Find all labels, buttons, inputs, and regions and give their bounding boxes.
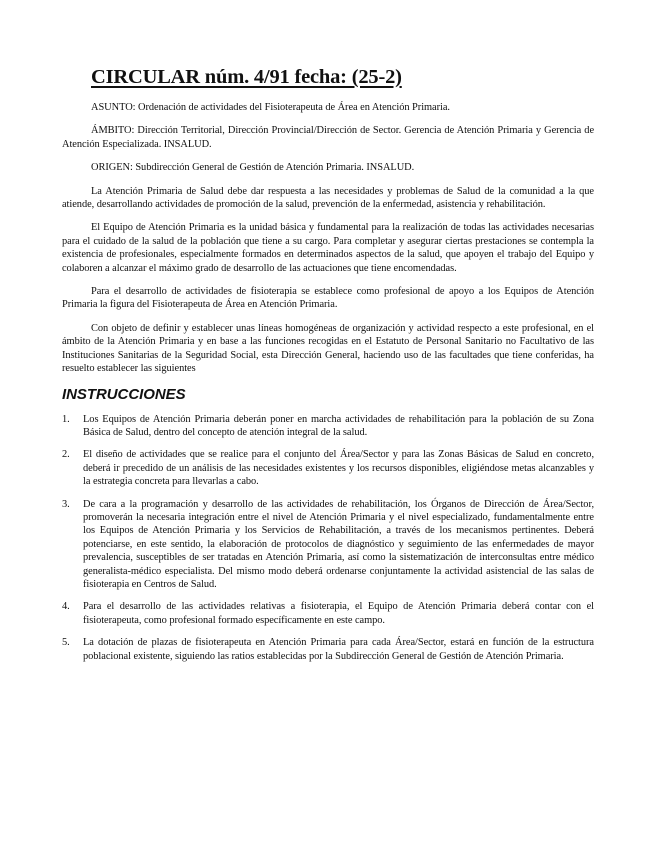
- instruction-text: La dotación de plazas de fisioterapeuta en Atención Primaria para cada Área/Sector, estará en función de la estructura poblacional existente, siguiendo las ratios establecidas por la Subdirección General de Gestión de Atención Primaria.: [83, 637, 594, 662]
- instructions-list: [62, 413, 594, 664]
- circular-title: CIRCULAR núm. 4/91 fecha: (25-2): [91, 66, 402, 88]
- instruction-number: 5.: [62, 637, 70, 649]
- body-paragraph: Con objeto de definir y establecer unas líneas homogéneas de organización y actividad respecto a este profesional, en el ámbito de la Atención Primaria y en base a las funciones recogidas en el Estatuto de Personal Sanitario no Facultativo de las Instituciones Sanitarias de la Seguridad Social, esta Dirección General, haciendo uso de las facultades que tiene conferidas, ha resuelto establecer las siguientes: [62, 322, 594, 375]
- body-paragraph: El Equipo de Atención Primaria es la unidad básica y fundamental para la realización de todas las actividades necesarias para el cuidado de la salud de la población que tiene a su cargo. Para completar y asegurar ciertas prestaciones se contempla la existencia de profesionales, especialmente formados en determinados aspectos de la salud, que apoyen el trabajo del Equipo y colaboren a alcanzar el máximo grado de desarrollo de las actuaciones que tiene encomendadas.: [62, 222, 594, 274]
- instruction-item: [62, 636, 594, 663]
- instruction-text: Los Equipos de Atención Primaria deberán poner en marcha actividades de rehabilitación para la población de su Zona Básica de Salud, dentro del concepto de atención integral de la salud.: [83, 413, 594, 438]
- instruction-number: 2.: [62, 449, 70, 461]
- instruction-number: 4.: [62, 601, 70, 613]
- instruction-text: El diseño de actividades que se realice para el conjunto del Área/Sector y para las Zonas Básicas de Salud en concreto, deberá ir precedido de un análisis de las necesidades existentes y los recursos disponibles, eligiéndose metas alcanzables y la estrategia concreta para llevarlas a cabo.: [83, 449, 594, 488]
- asunto-paragraph: ASUNTO: Ordenación de actividades del Fisioterapeuta de Área en Atención Primaria.: [91, 102, 450, 113]
- instruction-item: [62, 600, 594, 627]
- instruction-number: 1.: [62, 413, 70, 425]
- instruction-item: [62, 448, 594, 488]
- document-body: [62, 101, 594, 672]
- instructions-heading: INSTRUCCIONES: [62, 385, 186, 403]
- body-paragraph: Para el desarrollo de actividades de fisioterapia se establece como profesional de apoyo a los Equipos de Atención Primaria la figura del Fisioterapeuta de Área en Atención Primaria.: [62, 286, 594, 311]
- instruction-item: [62, 498, 594, 592]
- instruction-text: Para el desarrollo de las actividades relativas a fisioterapia, el Equipo de Atención Primaria deberá contar con el fisioterapeuta, como profesional formado específicamente en este campo.: [83, 601, 594, 626]
- ambito-paragraph: ÁMBITO: Dirección Territorial, Dirección Provincial/Dirección de Sector. Gerencia de Atención Primaria y Gerencia de Atención Especializada. INSALUD.: [62, 125, 594, 150]
- body-paragraph: La Atención Primaria de Salud debe dar respuesta a las necesidades y problemas de Salud de la comunidad a la que atiende, desarrollando actividades de promoción de la salud, prevención de la enfermedad, asistencia y rehabilitación.: [62, 185, 594, 211]
- instruction-number: 3.: [62, 498, 70, 510]
- origen-paragraph: ORIGEN: Subdirección General de Gestión de Atención Primaria. INSALUD.: [91, 162, 415, 174]
- instruction-item: [62, 413, 594, 440]
- instruction-text: De cara a la programación y desarrollo de las actividades de rehabilitación, los Órganos de Dirección de Área/Sector, promoverán la necesaria integración entre el nivel de Atención Primaria y el nivel especializado, fundamentalmente entre los Equipos de Atención Primaria y los Servicios de Rehabilitación, a través de los mecanismos pertinentes. Deberá potenciarse, en este sentido, la elaboración de protocolos de diagnóstico y seguimiento de las enfermedades de mayor prevalencia, susceptibles de ser tratadas en Atención Primaria, así como la sistematización de interconsultas entre médico generalista-médico especialista. Del mismo modo deberá ordenarse conjuntamente la actividad asistencial de las salas de fisioterapia en Centros de Salud.: [83, 498, 594, 590]
